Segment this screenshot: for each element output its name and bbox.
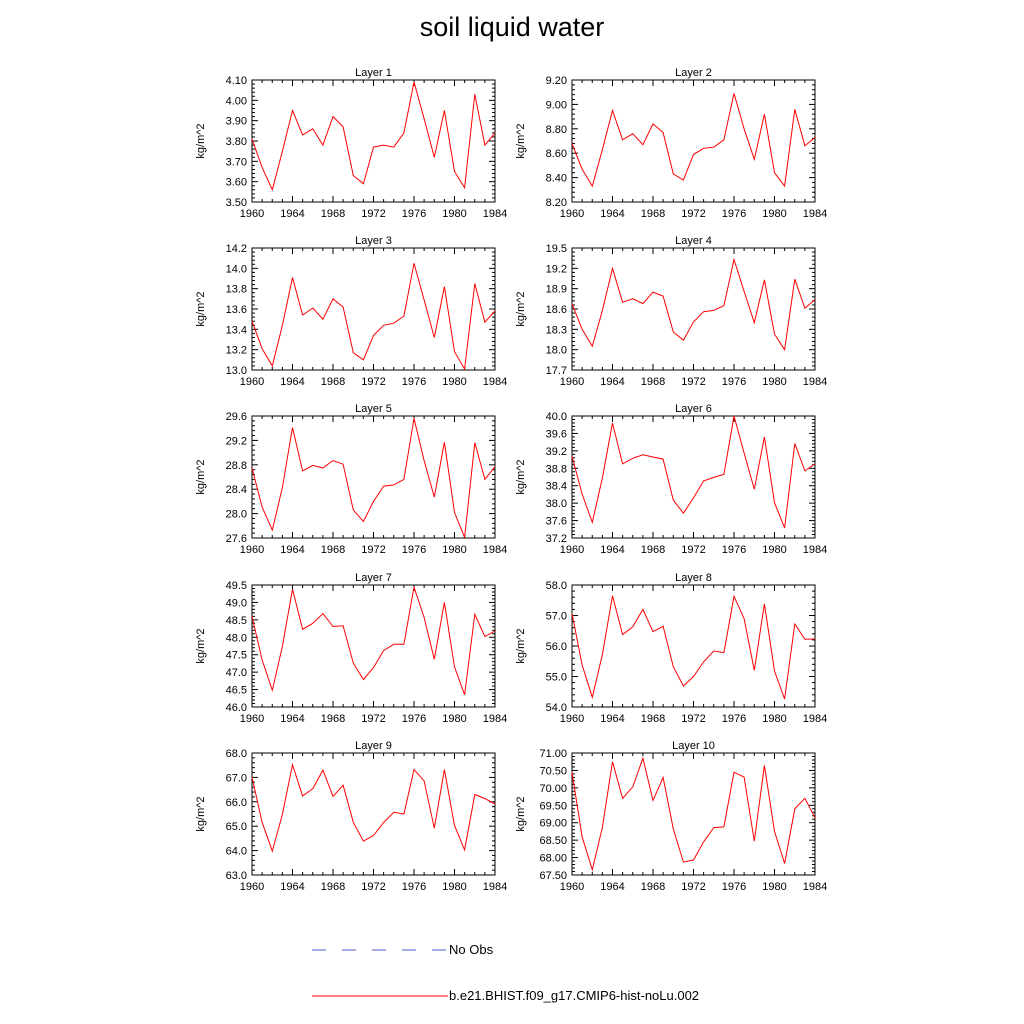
plot-frame <box>252 248 495 370</box>
x-tick-label: 1968 <box>320 544 346 556</box>
y-tick-label: 3.50 <box>225 197 247 209</box>
x-tick-label: 1976 <box>401 881 427 893</box>
y-tick-label: 70.00 <box>539 782 567 795</box>
y-tick-label: 18.0 <box>545 344 567 357</box>
y-tick-label: 4.10 <box>225 75 247 87</box>
x-tick-label: 1964 <box>600 881 625 893</box>
y-axis-label: kg/m^2 <box>195 459 207 495</box>
y-tick-label: 13.8 <box>225 283 247 296</box>
y-tick-label: 68.0 <box>225 748 247 760</box>
x-tick-label: 1968 <box>640 881 666 893</box>
page-title: soil liquid water <box>419 12 605 42</box>
y-tick-label: 47.5 <box>225 649 247 662</box>
panel-title: Layer 5 <box>355 403 392 415</box>
series-line <box>572 93 815 186</box>
x-tick-label: 1980 <box>762 881 787 893</box>
x-tick-label: 1976 <box>721 544 747 556</box>
plot-frame <box>572 80 815 202</box>
y-tick-label: 49.0 <box>225 597 247 610</box>
series-line <box>252 765 495 851</box>
y-tick-label: 58.0 <box>545 580 567 592</box>
y-tick-label: 48.5 <box>225 614 247 627</box>
y-tick-label: 3.90 <box>225 115 247 128</box>
x-tick-label: 1976 <box>721 713 747 725</box>
y-tick-label: 29.6 <box>225 411 247 423</box>
y-tick-label: 13.4 <box>225 324 247 337</box>
y-tick-label: 39.6 <box>545 428 567 441</box>
x-tick-label: 1984 <box>482 713 508 725</box>
y-tick-label: 37.6 <box>545 515 567 528</box>
x-tick-label: 1964 <box>600 544 625 556</box>
y-tick-label: 69.50 <box>539 800 567 813</box>
x-tick-label: 1972 <box>361 208 386 220</box>
y-tick-label: 46.0 <box>225 702 247 714</box>
y-tick-label: 14.2 <box>225 243 247 255</box>
y-axis-label: kg/m^2 <box>515 628 527 664</box>
x-tick-label: 1968 <box>320 713 346 725</box>
x-tick-label: 1972 <box>681 376 706 388</box>
series-line <box>252 82 495 190</box>
y-tick-label: 67.50 <box>539 870 567 882</box>
y-tick-label: 17.7 <box>545 365 567 377</box>
y-axis-label: kg/m^2 <box>515 459 527 495</box>
panel-title: Layer 3 <box>355 235 392 247</box>
x-tick-label: 1980 <box>442 208 467 220</box>
x-tick-label: 1984 <box>802 544 828 556</box>
x-tick-label: 1968 <box>320 376 346 388</box>
x-tick-label: 1960 <box>559 713 585 725</box>
y-tick-label: 19.5 <box>545 243 567 255</box>
x-tick-label: 1984 <box>802 713 828 725</box>
x-tick-label: 1972 <box>361 713 386 725</box>
panel-8 <box>515 572 827 725</box>
y-tick-label: 3.70 <box>225 156 247 169</box>
y-tick-label: 64.0 <box>225 845 247 858</box>
series-line <box>252 263 495 369</box>
x-tick-label: 1976 <box>401 376 427 388</box>
x-tick-label: 1972 <box>361 544 386 556</box>
y-tick-label: 13.6 <box>225 304 247 316</box>
x-tick-label: 1972 <box>681 713 706 725</box>
x-tick-label: 1968 <box>320 881 346 893</box>
y-tick-label: 3.60 <box>225 176 247 189</box>
x-tick-label: 1960 <box>239 881 265 893</box>
x-tick-label: 1976 <box>401 544 427 556</box>
x-tick-label: 1980 <box>762 544 787 556</box>
y-tick-label: 4.00 <box>225 95 247 108</box>
x-tick-label: 1976 <box>401 208 427 220</box>
x-tick-label: 1972 <box>361 376 386 388</box>
x-tick-label: 1984 <box>802 208 828 220</box>
y-tick-label: 39.2 <box>545 445 567 458</box>
x-tick-label: 1964 <box>600 208 625 220</box>
y-tick-label: 46.5 <box>225 684 247 697</box>
panel-6 <box>515 403 827 556</box>
y-tick-label: 14.0 <box>225 263 247 276</box>
y-tick-label: 68.50 <box>539 835 567 848</box>
series-line <box>252 418 495 537</box>
panel-title: Layer 10 <box>672 740 715 752</box>
x-tick-label: 1980 <box>762 713 787 725</box>
panel-4 <box>515 235 827 388</box>
panel-7 <box>195 572 507 725</box>
x-tick-label: 1984 <box>802 376 828 388</box>
y-axis-label: kg/m^2 <box>195 796 207 832</box>
x-tick-label: 1968 <box>640 544 666 556</box>
y-tick-label: 54.0 <box>545 702 567 714</box>
y-axis-label: kg/m^2 <box>515 796 527 832</box>
y-axis-label: kg/m^2 <box>195 628 207 664</box>
y-axis-label: kg/m^2 <box>515 291 527 327</box>
plot-frame <box>252 80 495 202</box>
panel-title: Layer 4 <box>675 235 712 247</box>
y-tick-label: 55.0 <box>545 671 567 684</box>
panel-title: Layer 9 <box>355 740 392 752</box>
x-tick-label: 1960 <box>559 881 585 893</box>
x-tick-label: 1968 <box>640 208 666 220</box>
y-tick-label: 28.4 <box>225 484 247 497</box>
x-tick-label: 1960 <box>239 208 265 220</box>
plot-frame <box>252 416 495 538</box>
y-tick-label: 63.0 <box>225 870 247 882</box>
panel-2 <box>515 67 827 220</box>
x-tick-label: 1972 <box>681 881 706 893</box>
x-tick-label: 1976 <box>401 713 427 725</box>
x-tick-label: 1964 <box>600 713 625 725</box>
y-tick-label: 18.9 <box>545 283 567 296</box>
panel-title: Layer 8 <box>675 572 712 584</box>
y-tick-label: 49.5 <box>225 580 247 592</box>
legend-obs-line <box>310 940 450 960</box>
y-tick-label: 66.0 <box>225 796 247 809</box>
y-tick-label: 18.3 <box>545 324 567 337</box>
x-tick-label: 1960 <box>559 208 585 220</box>
y-tick-label: 28.8 <box>225 459 247 472</box>
x-tick-label: 1980 <box>442 881 467 893</box>
x-tick-label: 1960 <box>239 544 265 556</box>
panel-title: Layer 2 <box>675 67 712 79</box>
panel-1 <box>195 67 507 220</box>
x-tick-label: 1960 <box>239 376 265 388</box>
x-tick-label: 1964 <box>280 881 305 893</box>
plot-frame <box>572 753 815 875</box>
y-axis-label: kg/m^2 <box>195 291 207 327</box>
y-tick-label: 38.8 <box>545 463 567 476</box>
plot-frame <box>572 585 815 707</box>
panel-title: Layer 1 <box>355 67 392 79</box>
legend-obs-label: No Obs <box>449 942 494 957</box>
legend-model-label: b.e21.BHIST.f09_g17.CMIP6-hist-noLu.002 <box>449 988 700 1003</box>
series-line <box>252 587 495 695</box>
panel-title: Layer 6 <box>675 403 712 415</box>
y-tick-label: 40.0 <box>545 411 567 423</box>
plot-frame <box>572 248 815 370</box>
y-tick-label: 69.00 <box>539 817 567 830</box>
y-tick-label: 8.40 <box>545 172 567 185</box>
y-axis-label: kg/m^2 <box>515 123 527 159</box>
y-tick-label: 68.00 <box>539 852 567 865</box>
y-tick-label: 9.00 <box>545 99 567 112</box>
y-tick-label: 8.80 <box>545 123 567 136</box>
y-tick-label: 13.0 <box>225 365 247 377</box>
y-tick-label: 8.60 <box>545 148 567 161</box>
x-tick-label: 1972 <box>361 881 386 893</box>
y-tick-label: 47.0 <box>225 667 247 680</box>
x-tick-label: 1964 <box>280 208 305 220</box>
legend-obs <box>310 940 710 960</box>
y-tick-label: 8.20 <box>545 197 567 209</box>
y-tick-label: 57.0 <box>545 610 567 623</box>
y-tick-label: 65.0 <box>225 821 247 834</box>
y-tick-label: 3.80 <box>225 136 247 148</box>
x-tick-label: 1980 <box>442 713 467 725</box>
legend-model <box>310 986 730 1006</box>
x-tick-label: 1968 <box>320 208 346 220</box>
y-tick-label: 38.4 <box>545 480 567 493</box>
x-tick-label: 1968 <box>640 376 666 388</box>
y-tick-label: 19.2 <box>545 263 567 276</box>
y-tick-label: 70.50 <box>539 765 567 778</box>
plot-frame <box>572 416 815 538</box>
x-tick-label: 1960 <box>239 713 265 725</box>
x-tick-label: 1980 <box>442 544 467 556</box>
y-axis-label: kg/m^2 <box>195 123 207 159</box>
x-tick-label: 1972 <box>681 208 706 220</box>
panel-3 <box>195 235 507 388</box>
legend-model-line <box>310 986 450 1006</box>
x-tick-label: 1964 <box>280 713 305 725</box>
x-tick-label: 1976 <box>721 376 747 388</box>
x-tick-label: 1980 <box>442 376 467 388</box>
x-tick-label: 1960 <box>559 376 585 388</box>
x-tick-label: 1960 <box>559 544 585 556</box>
series-line <box>572 596 815 699</box>
series-line <box>572 260 815 350</box>
panel-5 <box>195 403 507 556</box>
plot-frame <box>252 585 495 707</box>
y-tick-label: 28.0 <box>225 508 247 521</box>
x-tick-label: 1964 <box>280 544 305 556</box>
y-tick-label: 71.00 <box>539 748 567 760</box>
x-tick-label: 1964 <box>600 376 625 388</box>
series-line <box>572 758 815 870</box>
y-tick-label: 18.6 <box>545 304 567 316</box>
y-tick-label: 38.0 <box>545 498 567 511</box>
panel-9 <box>195 740 507 893</box>
x-tick-label: 1976 <box>721 208 747 220</box>
y-tick-label: 29.2 <box>225 435 247 448</box>
x-tick-label: 1984 <box>482 544 508 556</box>
y-tick-label: 27.6 <box>225 533 247 545</box>
series-line <box>572 416 815 528</box>
x-tick-label: 1984 <box>482 376 508 388</box>
x-tick-label: 1984 <box>482 881 508 893</box>
x-tick-label: 1984 <box>482 208 508 220</box>
y-tick-label: 67.0 <box>225 772 247 785</box>
x-tick-label: 1968 <box>640 713 666 725</box>
x-tick-label: 1980 <box>762 376 787 388</box>
x-tick-label: 1984 <box>802 881 828 893</box>
x-tick-label: 1964 <box>280 376 305 388</box>
y-tick-label: 13.2 <box>225 344 247 357</box>
y-tick-label: 56.0 <box>545 641 567 653</box>
y-tick-label: 37.2 <box>545 533 567 545</box>
y-tick-label: 9.20 <box>545 75 567 87</box>
x-tick-label: 1980 <box>762 208 787 220</box>
plot-frame <box>252 753 495 875</box>
panel-title: Layer 7 <box>355 572 392 584</box>
panel-10 <box>515 740 827 893</box>
x-tick-label: 1976 <box>721 881 747 893</box>
y-tick-label: 48.0 <box>225 632 247 645</box>
x-tick-label: 1972 <box>681 544 706 556</box>
